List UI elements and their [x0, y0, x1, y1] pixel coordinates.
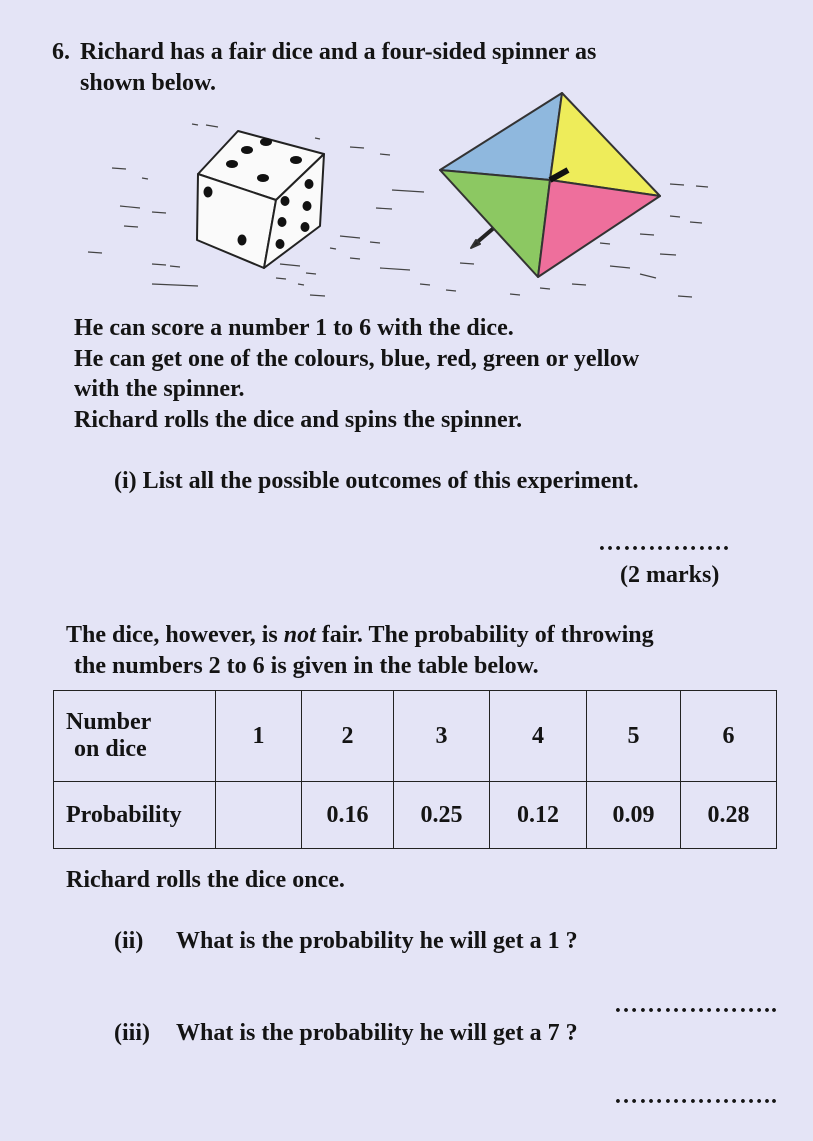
spinner-description-line-2: with the spinner. [74, 376, 245, 402]
table-cell-probability: 0.09 [587, 782, 681, 849]
table-row-label: Probability [54, 782, 216, 849]
intro-line-2: shown below. [80, 70, 217, 96]
unfair-line-1-start: The dice, however, is [66, 622, 284, 648]
header-label-line-2: on dice [74, 736, 147, 762]
spinner-red-section [538, 180, 660, 277]
probability-table [53, 690, 777, 849]
part-iii-label: (iii) [114, 1020, 150, 1046]
unfair-line-1-end: fair. The probability of throwing [315, 622, 654, 648]
spinner-icon [440, 93, 660, 277]
table-cell-probability-blank[interactable] [216, 782, 302, 849]
table-cell-probability: 0.12 [490, 782, 587, 849]
table-header-label [54, 691, 216, 782]
table-cell-probability: 0.25 [394, 782, 490, 849]
table-row-numbers [54, 691, 777, 782]
table-cell-number: 5 [587, 691, 681, 782]
part-i-marks: (2 marks) [620, 562, 720, 588]
table-cell-number: 3 [394, 691, 490, 782]
table-cell-number: 2 [302, 691, 394, 782]
table-cell-number: 4 [490, 691, 587, 782]
dice-description: He can score a number 1 to 6 with the dice. [74, 315, 514, 341]
unfair-line-2: the numbers 2 to 6 is given in the table below. [74, 653, 539, 679]
part-ii-answer-line[interactable]: ……………….. [614, 992, 778, 1018]
table-cell-probability: 0.16 [302, 782, 394, 849]
part-i-question: (i) List all the possible outcomes of this experiment. [114, 468, 639, 494]
spinner-green-section [440, 170, 550, 277]
spinner-blue-section [440, 93, 562, 180]
table-row-probabilities [54, 782, 777, 849]
part-i-answer-line[interactable]: ……………. [598, 530, 730, 556]
dice-spinner-illustration [80, 88, 720, 308]
part-iii-answer-line[interactable]: ……………….. [614, 1083, 778, 1109]
dice-icon [197, 131, 324, 268]
unfair-line-1 [66, 620, 654, 650]
spinner-description-line-1: He can get one of the colours, blue, red, green or yellow [74, 346, 640, 372]
rolls-description: Richard rolls the dice and spins the spinner. [74, 407, 523, 433]
question-number: 6. [52, 39, 70, 65]
part-iii-question: What is the probability he will get a 7 ? [176, 1020, 578, 1046]
spinner-yellow-section [550, 93, 660, 196]
header-label-line-1: Number [66, 709, 152, 735]
part-ii-question: What is the probability he will get a 1 ? [176, 928, 578, 954]
unfair-emphasis: not [283, 622, 316, 648]
rolls-once-line: Richard rolls the dice once. [66, 867, 345, 893]
intro-line-1: Richard has a fair dice and a four-sided spinner as [80, 39, 597, 65]
table-cell-probability: 0.28 [681, 782, 777, 849]
part-ii-label: (ii) [114, 928, 144, 954]
table-cell-number: 6 [681, 691, 777, 782]
table-cell-number: 1 [216, 691, 302, 782]
